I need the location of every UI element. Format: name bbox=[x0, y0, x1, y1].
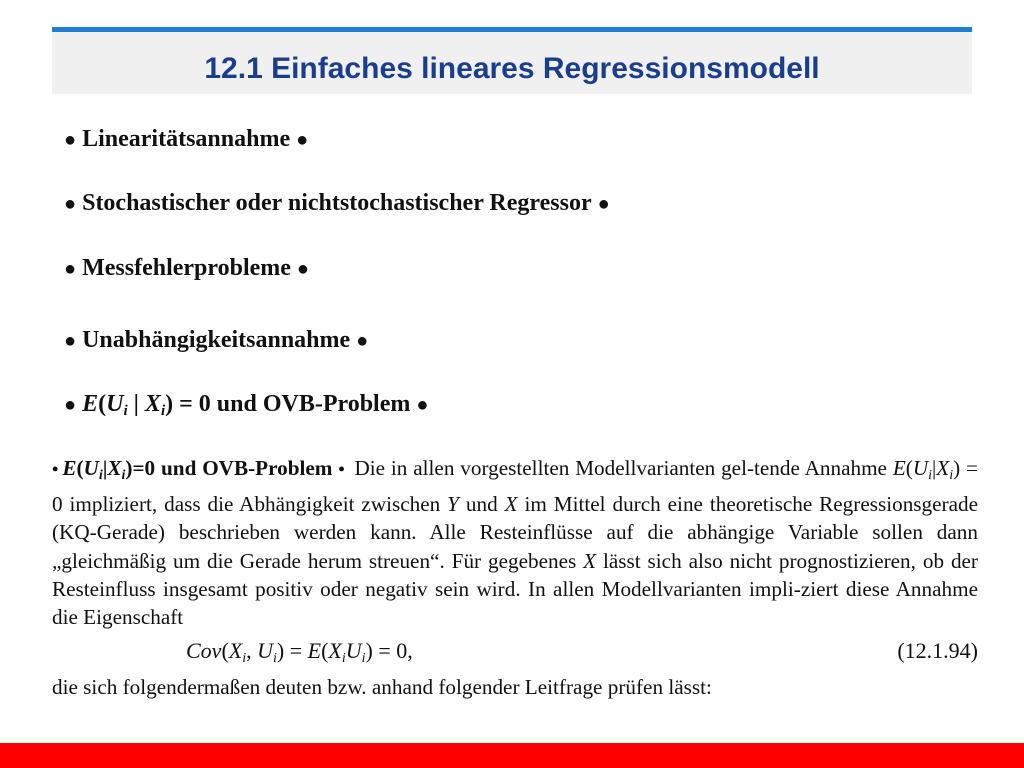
math-U: U bbox=[257, 638, 274, 664]
math-subscript: i bbox=[98, 468, 103, 483]
math-X: X bbox=[583, 548, 597, 573]
bullet-dot-icon: ● bbox=[64, 129, 77, 151]
excerpt-text: lässt sich also nicht prognostizieren, ob der Resteinfluss insgesamt positiv oder negativ sein wird. In allen Modellvarianten impli-ziert diese Annahme die Eigenschaft bbox=[52, 548, 978, 630]
bullet-label: ) = 0 und OVB-Problem bbox=[165, 391, 411, 417]
bullet-independence bbox=[64, 327, 368, 354]
math-E: E bbox=[82, 391, 99, 417]
bullet-dot-icon: ● bbox=[416, 394, 429, 416]
bullet-dot-icon: • bbox=[52, 459, 59, 479]
math-paren: ( bbox=[321, 638, 329, 664]
equation-number: (12.1.94) bbox=[897, 638, 978, 664]
math-subscript: i bbox=[949, 468, 954, 483]
bullet-dot-icon: ● bbox=[64, 394, 77, 416]
math-paren: ( bbox=[221, 638, 229, 664]
math-Y: Y bbox=[447, 492, 459, 517]
equation-row bbox=[52, 635, 978, 673]
bullet-dot-icon: ● bbox=[296, 258, 310, 280]
bullet-linearity bbox=[64, 126, 308, 153]
excerpt-text: im Mittel durch eine theoretische Regressionsgerade (KQ-Gerade) beschrieben werden kann. Alle Resteinflüsse auf die abhängige Variable sollen dann „gleichmäßig um die Gerade herum streuen“. Für gegebenes bbox=[52, 492, 978, 573]
math-subscript: i bbox=[242, 651, 247, 667]
bullet-dot-icon: ● bbox=[64, 330, 77, 352]
slide-title: 12.1 Einfaches lineares Regressionsmodell bbox=[204, 52, 820, 85]
math-subscript: i bbox=[361, 651, 366, 667]
math-bar: | bbox=[932, 456, 937, 480]
math-X: X bbox=[328, 638, 342, 664]
textbook-excerpt bbox=[52, 454, 978, 701]
math-U: U bbox=[106, 391, 124, 417]
bullet-label: Messfehlerprobleme bbox=[82, 255, 291, 281]
excerpt-last-line: die sich folgendermaßen deuten bzw. anhand folgender Leitfrage prüfen lässt: bbox=[52, 675, 712, 700]
math-paren: ( bbox=[905, 456, 913, 480]
bullet-dot-icon: ● bbox=[64, 193, 77, 215]
math-subscript: i bbox=[273, 651, 277, 667]
math-X: X bbox=[504, 492, 518, 517]
math-cov: Cov bbox=[186, 638, 222, 664]
math-E: E bbox=[892, 456, 906, 480]
bullet-dot-icon: ● bbox=[64, 258, 77, 280]
math-paren: ( bbox=[98, 391, 107, 417]
math-subscript: i bbox=[928, 468, 933, 483]
math-comma: , bbox=[246, 638, 258, 664]
math-X: X bbox=[144, 391, 161, 417]
math-U: U bbox=[83, 456, 99, 480]
bullet-ovb bbox=[64, 391, 428, 420]
math-subscript: i bbox=[121, 468, 126, 483]
bullet-dot-icon: ● bbox=[296, 129, 309, 151]
math-equals: ) = bbox=[276, 638, 308, 664]
math-X: X bbox=[936, 456, 950, 480]
math-subscript: i bbox=[123, 403, 128, 419]
math-bar: | bbox=[102, 456, 108, 480]
excerpt-text: Die in allen vorgestellten Modellvarianten gel-tende Annahme bbox=[348, 456, 893, 480]
math-E: E bbox=[307, 638, 322, 664]
math-equals: ) = 0, bbox=[365, 638, 413, 664]
math-paren: ( bbox=[76, 456, 84, 480]
bullet-measurement-error bbox=[64, 255, 309, 282]
bullet-dot-icon: ● bbox=[597, 193, 610, 215]
math-E: E bbox=[62, 456, 77, 480]
bullet-label: Stochastischer oder nichtstochastischer Regressor bbox=[82, 190, 592, 216]
math-subscript: i bbox=[160, 403, 166, 419]
math-text: ) = 0 bbox=[52, 456, 978, 517]
slide-header bbox=[52, 27, 972, 94]
excerpt-text: impliziert, dass die Abhängigkeit zwischen bbox=[62, 492, 448, 517]
covariance-formula bbox=[186, 637, 413, 673]
math-U: U bbox=[345, 638, 362, 664]
footer-bar bbox=[0, 743, 1024, 768]
math-X: X bbox=[228, 638, 243, 664]
excerpt-paragraph bbox=[52, 454, 978, 631]
excerpt-lead bbox=[52, 456, 349, 483]
bullet-regressor bbox=[64, 190, 610, 217]
bullet-dot-icon: • bbox=[338, 459, 345, 479]
math-X: X bbox=[107, 456, 122, 480]
bullet-label: Linearitätsannahme bbox=[82, 126, 291, 152]
bullet-dot-icon: ● bbox=[356, 330, 369, 352]
bullet-label: Unabhängigkeitsannahme bbox=[82, 327, 351, 353]
math-subscript: i bbox=[341, 651, 346, 667]
math-U: U bbox=[912, 456, 929, 480]
excerpt-text: und bbox=[458, 492, 505, 517]
math-bar: | bbox=[127, 391, 145, 417]
excerpt-lead-text: )=0 und OVB-Problem bbox=[125, 456, 333, 480]
